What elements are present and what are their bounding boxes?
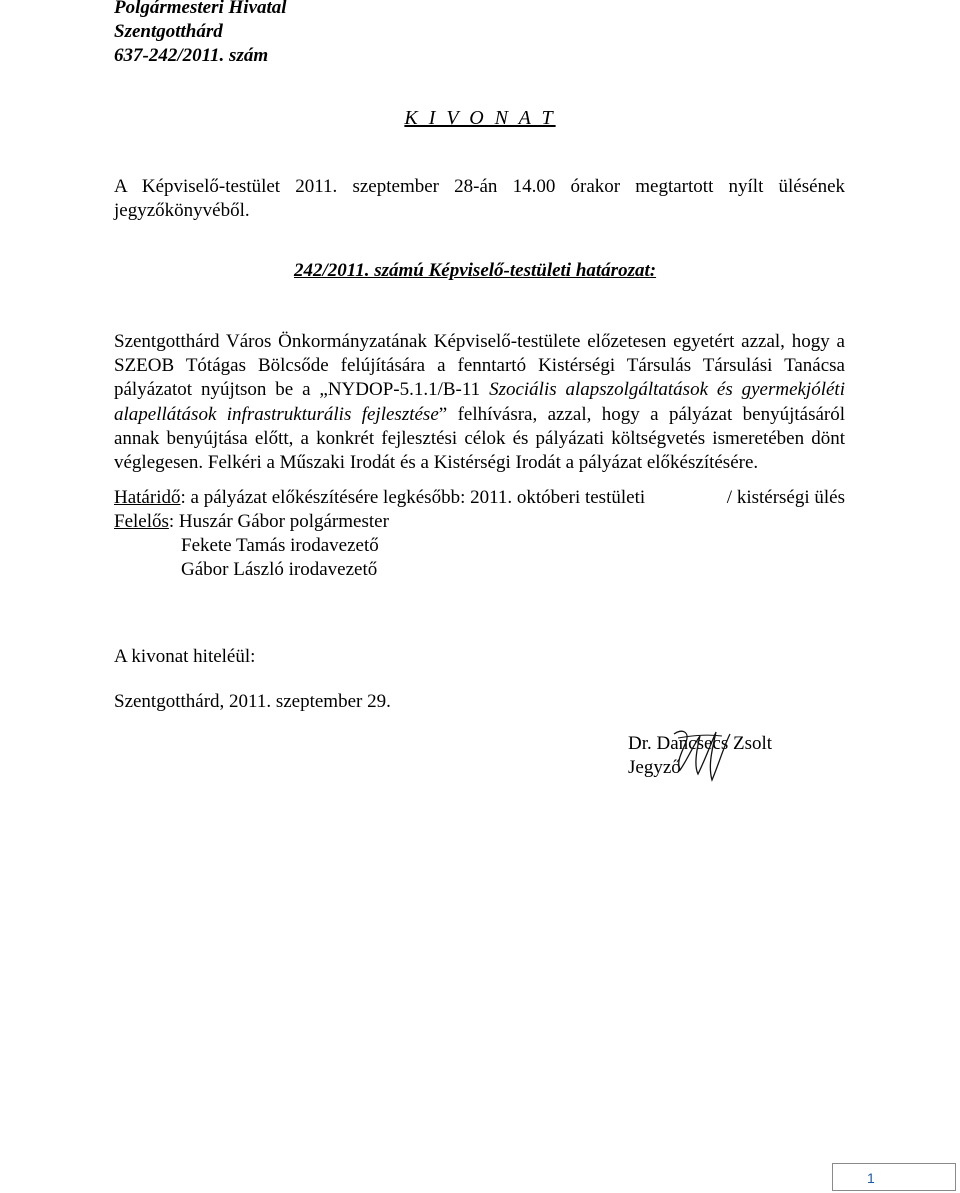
body-line-3: [114, 378, 845, 402]
body-line-2: SZEOB Tótágas Bölcsőde felújítására a fenntartó Kistérségi Társulás Társulási Tanácsa: [114, 355, 845, 377]
deadline-line: [114, 486, 845, 510]
intro-line-2: jegyzőkönyvéből.: [114, 200, 250, 221]
document-header: [114, 0, 287, 68]
body-line-4: [114, 403, 845, 427]
city-name: Szentgotthárd: [114, 21, 223, 42]
responsible-line: [114, 510, 845, 534]
resolution-body: [114, 330, 845, 475]
signatory-name: Dr. Dancsecs Zsolt: [628, 733, 773, 754]
program-title-part-1: Szociális alapszolgáltatások és gyermekjóléti: [489, 379, 845, 401]
body-line-6: véglegesen. Felkéri a Műszaki Irodát és a Kistérségi Irodát a pályázat előkészítésére.: [114, 452, 759, 474]
resolution-title: 242/2011. számú Képviselő-testületi határozat:: [294, 260, 657, 281]
responsible-second: Fekete Tamás irodavezető: [181, 535, 379, 556]
body-line-1: Szentgotthárd Város Önkormányzatának Képviselő-testülete előzetesen egyetért azzal, hogy a: [114, 331, 845, 352]
deadline-label: Határidő: [114, 487, 181, 508]
responsible-label: Felelős: [114, 511, 169, 532]
office-name: Polgármesteri Hivatal: [114, 0, 287, 18]
handwritten-signature: [660, 722, 740, 784]
responsible-third: Gábor László irodavezető: [181, 559, 378, 580]
body-line-5: annak benyújtása előtt, a konkrét fejlesztési célok és pályázati költségvetés ismeretében dönt: [114, 427, 845, 449]
intro-paragraph: [114, 175, 845, 223]
date-line: Szentgotthárd, 2011. szeptember 29.: [114, 691, 391, 712]
signatory-role: Jegyző: [628, 757, 681, 778]
page-number: 1: [867, 1170, 875, 1186]
body-line-4-b: ” felhívásra, azzal, hogy a pályázat benyújtásáról: [438, 403, 846, 425]
intro-line-1: A Képviselő-testület 2011. szeptember 28-án 14.00 órakor megtartott nyílt ülésének: [114, 176, 845, 197]
responsible-primary: : Huszár Gábor polgármester: [168, 511, 389, 532]
page-number-box: [832, 1163, 956, 1191]
deadline-block: [114, 486, 845, 582]
attestation: A kivonat hiteléül:: [114, 646, 256, 667]
signature-stroke: [674, 731, 730, 780]
document-title: K I V O N A T: [404, 107, 556, 129]
program-title-part-2: alapellátások infrastrukturális fejlesztése: [114, 403, 439, 425]
deadline-text-b: / kistérségi ülés: [726, 487, 845, 508]
deadline-text-a: : a pályázat előkészítésére legkésőbb: 2011. októberi testületi: [180, 487, 646, 508]
registration-number: 637-242/2011. szám: [114, 45, 269, 66]
body-line-3-a: pályázatot nyújtson be a „NYDOP-5.1.1/B-11: [114, 379, 490, 401]
